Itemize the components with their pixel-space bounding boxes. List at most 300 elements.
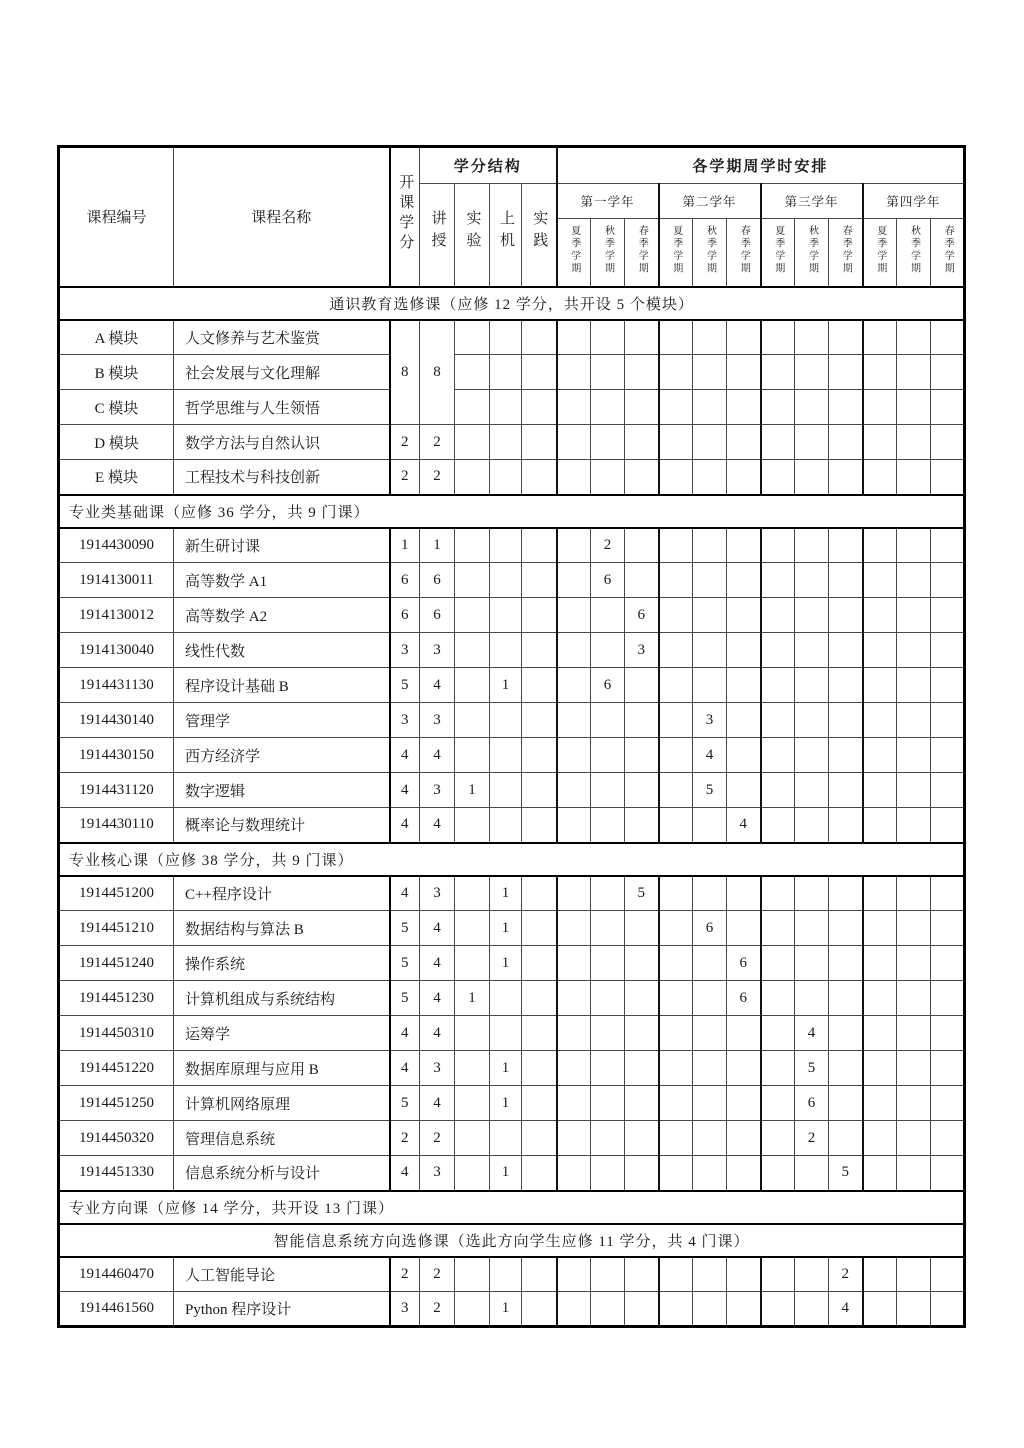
semester-hours-cell-7 xyxy=(761,668,795,703)
header-season-label: 春季学期 xyxy=(636,224,648,275)
semester-hours-cell-3 xyxy=(625,1156,659,1191)
course-row xyxy=(59,911,965,946)
semester-hours-cell-7 xyxy=(761,1051,795,1086)
semester-hours-cell-12 xyxy=(931,668,965,703)
semester-hours-cell-2 xyxy=(591,911,625,946)
header-season-y4-s1 xyxy=(863,219,897,287)
course-name-cell: Python 程序设计 xyxy=(174,1292,390,1327)
semester-hours-cell-4 xyxy=(659,808,693,843)
semester-hours-cell-12 xyxy=(931,390,965,425)
semester-hours-cell-2 xyxy=(591,1051,625,1086)
course-id-cell: A 模块 xyxy=(59,320,174,355)
semester-hours-cell-12 xyxy=(931,320,965,355)
semester-hours-cell-3 xyxy=(625,773,659,808)
semester-hours-cell-8 xyxy=(795,946,829,981)
semester-hours-cell-3 xyxy=(625,738,659,773)
header-season-label: 夏季学期 xyxy=(568,224,580,275)
semester-hours-cell-9 xyxy=(829,1086,863,1121)
semester-hours-cell-1 xyxy=(557,460,591,495)
course-id-cell: 1914130040 xyxy=(59,633,174,668)
practice-credit-cell xyxy=(522,703,557,738)
lecture-credit-cell: 2 xyxy=(420,425,455,460)
course-name-cell: 数学方法与自然认识 xyxy=(174,425,390,460)
semester-hours-cell-7 xyxy=(761,633,795,668)
semester-hours-cell-5 xyxy=(693,1257,727,1292)
header-computer-label: 上机 xyxy=(498,210,514,255)
semester-hours-cell-11 xyxy=(897,1051,931,1086)
semester-hours-cell-7 xyxy=(761,460,795,495)
semester-hours-cell-8 xyxy=(795,355,829,390)
semester-hours-cell-8 xyxy=(795,1257,829,1292)
credits-cell: 4 xyxy=(390,808,420,843)
semester-hours-cell-6 xyxy=(727,738,761,773)
semester-hours-cell-7 xyxy=(761,946,795,981)
semester-hours-cell-4 xyxy=(659,390,693,425)
practice-credit-cell xyxy=(522,808,557,843)
semester-hours-cell-11 xyxy=(897,911,931,946)
semester-hours-cell-2: 2 xyxy=(591,528,625,563)
course-name-cell: 工程技术与科技创新 xyxy=(174,460,390,495)
section-row xyxy=(59,1224,965,1257)
semester-hours-cell-9 xyxy=(829,320,863,355)
computer-credit-cell: 1 xyxy=(490,876,522,911)
semester-hours-cell-8 xyxy=(795,390,829,425)
semester-hours-cell-10 xyxy=(863,563,897,598)
practice-credit-cell xyxy=(522,460,557,495)
semester-hours-cell-9 xyxy=(829,703,863,738)
semester-hours-cell-6 xyxy=(727,1086,761,1121)
computer-credit-cell: 1 xyxy=(490,1292,522,1327)
practice-credit-cell xyxy=(522,1121,557,1156)
course-row xyxy=(59,633,965,668)
semester-hours-cell-9: 2 xyxy=(829,1257,863,1292)
course-row xyxy=(59,738,965,773)
semester-hours-cell-7 xyxy=(761,738,795,773)
semester-hours-cell-1 xyxy=(557,981,591,1016)
course-name-cell: 管理学 xyxy=(174,703,390,738)
semester-hours-cell-9 xyxy=(829,668,863,703)
experiment-credit-cell xyxy=(455,528,490,563)
semester-hours-cell-1 xyxy=(557,528,591,563)
course-name-cell: 人工智能导论 xyxy=(174,1257,390,1292)
semester-hours-cell-9 xyxy=(829,911,863,946)
header-lecture xyxy=(420,184,455,287)
semester-hours-cell-1 xyxy=(557,1016,591,1051)
course-row xyxy=(59,668,965,703)
semester-hours-cell-9 xyxy=(829,598,863,633)
course-name-cell: 数据结构与算法 B xyxy=(174,911,390,946)
course-name-cell: C++程序设计 xyxy=(174,876,390,911)
practice-credit-cell xyxy=(522,946,557,981)
header-weekly-hours: 各学期周学时安排 xyxy=(557,147,965,184)
semester-hours-cell-2: 6 xyxy=(591,563,625,598)
computer-credit-cell: 1 xyxy=(490,1086,522,1121)
semester-hours-cell-5 xyxy=(693,668,727,703)
lecture-credit-cell: 4 xyxy=(420,1016,455,1051)
lecture-credit-cell: 8 xyxy=(420,320,455,425)
semester-hours-cell-10 xyxy=(863,1156,897,1191)
semester-hours-cell-10 xyxy=(863,1292,897,1327)
semester-hours-cell-11 xyxy=(897,1156,931,1191)
semester-hours-cell-10 xyxy=(863,738,897,773)
header-computer xyxy=(490,184,522,287)
credits-cell: 5 xyxy=(390,911,420,946)
section-label: 专业方向课（应修 14 学分，共开设 13 门课） xyxy=(59,1191,965,1224)
section-row xyxy=(59,495,965,528)
semester-hours-cell-10 xyxy=(863,703,897,738)
credits-cell: 4 xyxy=(390,1051,420,1086)
semester-hours-cell-6: 4 xyxy=(727,808,761,843)
semester-hours-cell-7 xyxy=(761,355,795,390)
semester-hours-cell-9 xyxy=(829,460,863,495)
credits-cell: 2 xyxy=(390,1257,420,1292)
semester-hours-cell-4 xyxy=(659,563,693,598)
course-id-cell: 1914451230 xyxy=(59,981,174,1016)
practice-credit-cell xyxy=(522,738,557,773)
practice-credit-cell xyxy=(522,598,557,633)
computer-credit-cell xyxy=(490,528,522,563)
computer-credit-cell: 1 xyxy=(490,1051,522,1086)
course-row xyxy=(59,773,965,808)
semester-hours-cell-8 xyxy=(795,528,829,563)
lecture-credit-cell: 3 xyxy=(420,1156,455,1191)
semester-hours-cell-3 xyxy=(625,1051,659,1086)
semester-hours-cell-1 xyxy=(557,355,591,390)
semester-hours-cell-7 xyxy=(761,1257,795,1292)
header-season-y2-s2 xyxy=(693,219,727,287)
semester-hours-cell-10 xyxy=(863,773,897,808)
semester-hours-cell-3 xyxy=(625,563,659,598)
semester-hours-cell-3: 3 xyxy=(625,633,659,668)
credits-cell: 5 xyxy=(390,1086,420,1121)
experiment-credit-cell xyxy=(455,946,490,981)
semester-hours-cell-9 xyxy=(829,1016,863,1051)
lecture-credit-cell: 2 xyxy=(420,460,455,495)
semester-hours-cell-2 xyxy=(591,703,625,738)
semester-hours-cell-12 xyxy=(931,598,965,633)
semester-hours-cell-7 xyxy=(761,425,795,460)
semester-hours-cell-11 xyxy=(897,355,931,390)
semester-hours-cell-9 xyxy=(829,808,863,843)
course-row xyxy=(59,1016,965,1051)
course-name-cell: 高等数学 A1 xyxy=(174,563,390,598)
practice-credit-cell xyxy=(522,773,557,808)
semester-hours-cell-1 xyxy=(557,1156,591,1191)
lecture-credit-cell: 2 xyxy=(420,1121,455,1156)
course-row xyxy=(59,1292,965,1327)
practice-credit-cell xyxy=(522,1257,557,1292)
course-id-cell: 1914461560 xyxy=(59,1292,174,1327)
semester-hours-cell-12 xyxy=(931,633,965,668)
course-row xyxy=(59,390,965,425)
lecture-credit-cell: 2 xyxy=(420,1257,455,1292)
header-season-y3-s1 xyxy=(761,219,795,287)
semester-hours-cell-8: 2 xyxy=(795,1121,829,1156)
course-id-cell: 1914451210 xyxy=(59,911,174,946)
header-season-label: 秋季学期 xyxy=(704,224,716,275)
computer-credit-cell: 1 xyxy=(490,946,522,981)
section-label: 通识教育选修课（应修 12 学分，共开设 5 个模块） xyxy=(59,287,965,320)
header-practice-label: 实践 xyxy=(531,210,548,255)
course-name-cell: 人文修养与艺术鉴赏 xyxy=(174,320,390,355)
semester-hours-cell-4 xyxy=(659,528,693,563)
course-id-cell: 1914450310 xyxy=(59,1016,174,1051)
semester-hours-cell-1 xyxy=(557,390,591,425)
course-row xyxy=(59,1156,965,1191)
course-row xyxy=(59,355,965,390)
course-name-cell: 西方经济学 xyxy=(174,738,390,773)
semester-hours-cell-6 xyxy=(727,703,761,738)
lecture-credit-cell: 4 xyxy=(420,981,455,1016)
credits-cell: 1 xyxy=(390,528,420,563)
semester-hours-cell-6 xyxy=(727,598,761,633)
semester-hours-cell-10 xyxy=(863,320,897,355)
semester-hours-cell-6 xyxy=(727,876,761,911)
semester-hours-cell-9 xyxy=(829,563,863,598)
semester-hours-cell-10 xyxy=(863,808,897,843)
experiment-credit-cell xyxy=(455,1292,490,1327)
semester-hours-cell-7 xyxy=(761,703,795,738)
section-label: 专业核心课（应修 38 学分，共 9 门课） xyxy=(59,843,965,876)
credits-cell: 6 xyxy=(390,598,420,633)
semester-hours-cell-5 xyxy=(693,1086,727,1121)
semester-hours-cell-12 xyxy=(931,808,965,843)
semester-hours-cell-7 xyxy=(761,320,795,355)
semester-hours-cell-5: 6 xyxy=(693,911,727,946)
curriculum-table xyxy=(57,145,966,1328)
computer-credit-cell: 1 xyxy=(490,1156,522,1191)
semester-hours-cell-5 xyxy=(693,1156,727,1191)
semester-hours-cell-6 xyxy=(727,1121,761,1156)
semester-hours-cell-8 xyxy=(795,460,829,495)
semester-hours-cell-3 xyxy=(625,355,659,390)
course-name-cell: 程序设计基础 B xyxy=(174,668,390,703)
semester-hours-cell-2 xyxy=(591,355,625,390)
semester-hours-cell-9 xyxy=(829,1051,863,1086)
experiment-credit-cell xyxy=(455,320,490,355)
semester-hours-cell-6 xyxy=(727,425,761,460)
experiment-credit-cell: 1 xyxy=(455,981,490,1016)
semester-hours-cell-2 xyxy=(591,1086,625,1121)
course-id-cell: 1914451240 xyxy=(59,946,174,981)
header-season-label: 夏季学期 xyxy=(874,224,886,275)
semester-hours-cell-12 xyxy=(931,528,965,563)
computer-credit-cell xyxy=(490,460,522,495)
semester-hours-cell-11 xyxy=(897,1086,931,1121)
semester-hours-cell-4 xyxy=(659,633,693,668)
semester-hours-cell-5 xyxy=(693,528,727,563)
computer-credit-cell xyxy=(490,598,522,633)
semester-hours-cell-8 xyxy=(795,668,829,703)
semester-hours-cell-12 xyxy=(931,1051,965,1086)
experiment-credit-cell xyxy=(455,1051,490,1086)
semester-hours-cell-4 xyxy=(659,911,693,946)
semester-hours-cell-4 xyxy=(659,773,693,808)
semester-hours-cell-5 xyxy=(693,425,727,460)
course-id-cell: 1914451250 xyxy=(59,1086,174,1121)
semester-hours-cell-12 xyxy=(931,1016,965,1051)
course-row xyxy=(59,320,965,355)
semester-hours-cell-3 xyxy=(625,1016,659,1051)
semester-hours-cell-8 xyxy=(795,563,829,598)
semester-hours-cell-6 xyxy=(727,390,761,425)
lecture-credit-cell: 4 xyxy=(420,808,455,843)
semester-hours-cell-4 xyxy=(659,946,693,981)
semester-hours-cell-5 xyxy=(693,320,727,355)
semester-hours-cell-11 xyxy=(897,528,931,563)
semester-hours-cell-9 xyxy=(829,425,863,460)
course-id-cell: 1914430140 xyxy=(59,703,174,738)
credits-cell: 4 xyxy=(390,1016,420,1051)
header-experiment-label: 实验 xyxy=(464,210,481,255)
semester-hours-cell-8 xyxy=(795,981,829,1016)
course-name-cell: 高等数学 A2 xyxy=(174,598,390,633)
practice-credit-cell xyxy=(522,563,557,598)
lecture-credit-cell: 4 xyxy=(420,946,455,981)
credits-cell: 2 xyxy=(390,425,420,460)
semester-hours-cell-10 xyxy=(863,1051,897,1086)
practice-credit-cell xyxy=(522,633,557,668)
semester-hours-cell-2 xyxy=(591,946,625,981)
computer-credit-cell xyxy=(490,1121,522,1156)
semester-hours-cell-1 xyxy=(557,946,591,981)
course-name-cell: 计算机组成与系统结构 xyxy=(174,981,390,1016)
course-id-cell: C 模块 xyxy=(59,390,174,425)
semester-hours-cell-2 xyxy=(591,598,625,633)
semester-hours-cell-2 xyxy=(591,1257,625,1292)
semester-hours-cell-4 xyxy=(659,1257,693,1292)
course-row xyxy=(59,528,965,563)
semester-hours-cell-11 xyxy=(897,563,931,598)
semester-hours-cell-6: 6 xyxy=(727,981,761,1016)
course-row xyxy=(59,946,965,981)
course-id-cell: 1914430090 xyxy=(59,528,174,563)
semester-hours-cell-9 xyxy=(829,946,863,981)
course-name-cell: 管理信息系统 xyxy=(174,1121,390,1156)
semester-hours-cell-12 xyxy=(931,425,965,460)
lecture-credit-cell: 3 xyxy=(420,703,455,738)
semester-hours-cell-5: 5 xyxy=(693,773,727,808)
semester-hours-cell-8 xyxy=(795,876,829,911)
practice-credit-cell xyxy=(522,1292,557,1327)
course-name-cell: 新生研讨课 xyxy=(174,528,390,563)
semester-hours-cell-2 xyxy=(591,425,625,460)
semester-hours-cell-10 xyxy=(863,633,897,668)
semester-hours-cell-1 xyxy=(557,563,591,598)
semester-hours-cell-6 xyxy=(727,1257,761,1292)
semester-hours-cell-1 xyxy=(557,633,591,668)
semester-hours-cell-4 xyxy=(659,425,693,460)
course-name-cell: 计算机网络原理 xyxy=(174,1086,390,1121)
semester-hours-cell-12 xyxy=(931,911,965,946)
semester-hours-cell-1 xyxy=(557,703,591,738)
course-row xyxy=(59,1051,965,1086)
semester-hours-cell-12 xyxy=(931,1086,965,1121)
header-credit-structure: 学分结构 xyxy=(420,147,557,184)
experiment-credit-cell xyxy=(455,563,490,598)
credits-cell: 3 xyxy=(390,703,420,738)
semester-hours-cell-10 xyxy=(863,911,897,946)
computer-credit-cell xyxy=(490,390,522,425)
credits-cell: 4 xyxy=(390,876,420,911)
semester-hours-cell-5 xyxy=(693,981,727,1016)
semester-hours-cell-6 xyxy=(727,911,761,946)
semester-hours-cell-12 xyxy=(931,460,965,495)
semester-hours-cell-2 xyxy=(591,1121,625,1156)
semester-hours-cell-11 xyxy=(897,703,931,738)
semester-hours-cell-6 xyxy=(727,355,761,390)
computer-credit-cell xyxy=(490,633,522,668)
semester-hours-cell-8 xyxy=(795,911,829,946)
semester-hours-cell-4 xyxy=(659,738,693,773)
semester-hours-cell-4 xyxy=(659,668,693,703)
semester-hours-cell-1 xyxy=(557,1121,591,1156)
semester-hours-cell-6 xyxy=(727,668,761,703)
course-id-cell: 1914130011 xyxy=(59,563,174,598)
course-row xyxy=(59,460,965,495)
semester-hours-cell-6: 6 xyxy=(727,946,761,981)
semester-hours-cell-8 xyxy=(795,1292,829,1327)
semester-hours-cell-7 xyxy=(761,528,795,563)
semester-hours-cell-1 xyxy=(557,876,591,911)
semester-hours-cell-3 xyxy=(625,668,659,703)
semester-hours-cell-8 xyxy=(795,773,829,808)
practice-credit-cell xyxy=(522,981,557,1016)
semester-hours-cell-4 xyxy=(659,876,693,911)
experiment-credit-cell xyxy=(455,1121,490,1156)
semester-hours-cell-3 xyxy=(625,808,659,843)
semester-hours-cell-12 xyxy=(931,946,965,981)
computer-credit-cell xyxy=(490,355,522,390)
semester-hours-cell-4 xyxy=(659,320,693,355)
section-row xyxy=(59,1191,965,1224)
semester-hours-cell-8 xyxy=(795,808,829,843)
semester-hours-cell-9: 5 xyxy=(829,1156,863,1191)
semester-hours-cell-3 xyxy=(625,425,659,460)
semester-hours-cell-1 xyxy=(557,598,591,633)
semester-hours-cell-10 xyxy=(863,1016,897,1051)
semester-hours-cell-8: 4 xyxy=(795,1016,829,1051)
course-name-cell: 运筹学 xyxy=(174,1016,390,1051)
semester-hours-cell-12 xyxy=(931,703,965,738)
lecture-credit-cell: 6 xyxy=(420,598,455,633)
computer-credit-cell xyxy=(490,738,522,773)
semester-hours-cell-4 xyxy=(659,460,693,495)
semester-hours-cell-8 xyxy=(795,425,829,460)
semester-hours-cell-4 xyxy=(659,1016,693,1051)
semester-hours-cell-6 xyxy=(727,460,761,495)
credits-cell: 3 xyxy=(390,633,420,668)
header-year-3: 第三学年 xyxy=(761,184,863,219)
course-row xyxy=(59,1086,965,1121)
header-season-label: 春季学期 xyxy=(840,224,852,275)
semester-hours-cell-10 xyxy=(863,1121,897,1156)
semester-hours-cell-2 xyxy=(591,460,625,495)
semester-hours-cell-4 xyxy=(659,1156,693,1191)
semester-hours-cell-4 xyxy=(659,703,693,738)
semester-hours-cell-11 xyxy=(897,1016,931,1051)
header-year-2: 第二学年 xyxy=(659,184,761,219)
practice-credit-cell xyxy=(522,668,557,703)
semester-hours-cell-5 xyxy=(693,876,727,911)
semester-hours-cell-8 xyxy=(795,598,829,633)
course-id-cell: 1914130012 xyxy=(59,598,174,633)
experiment-credit-cell xyxy=(455,1257,490,1292)
experiment-credit-cell xyxy=(455,876,490,911)
lecture-credit-cell: 2 xyxy=(420,1292,455,1327)
header-season-y3-s2 xyxy=(795,219,829,287)
semester-hours-cell-3 xyxy=(625,390,659,425)
